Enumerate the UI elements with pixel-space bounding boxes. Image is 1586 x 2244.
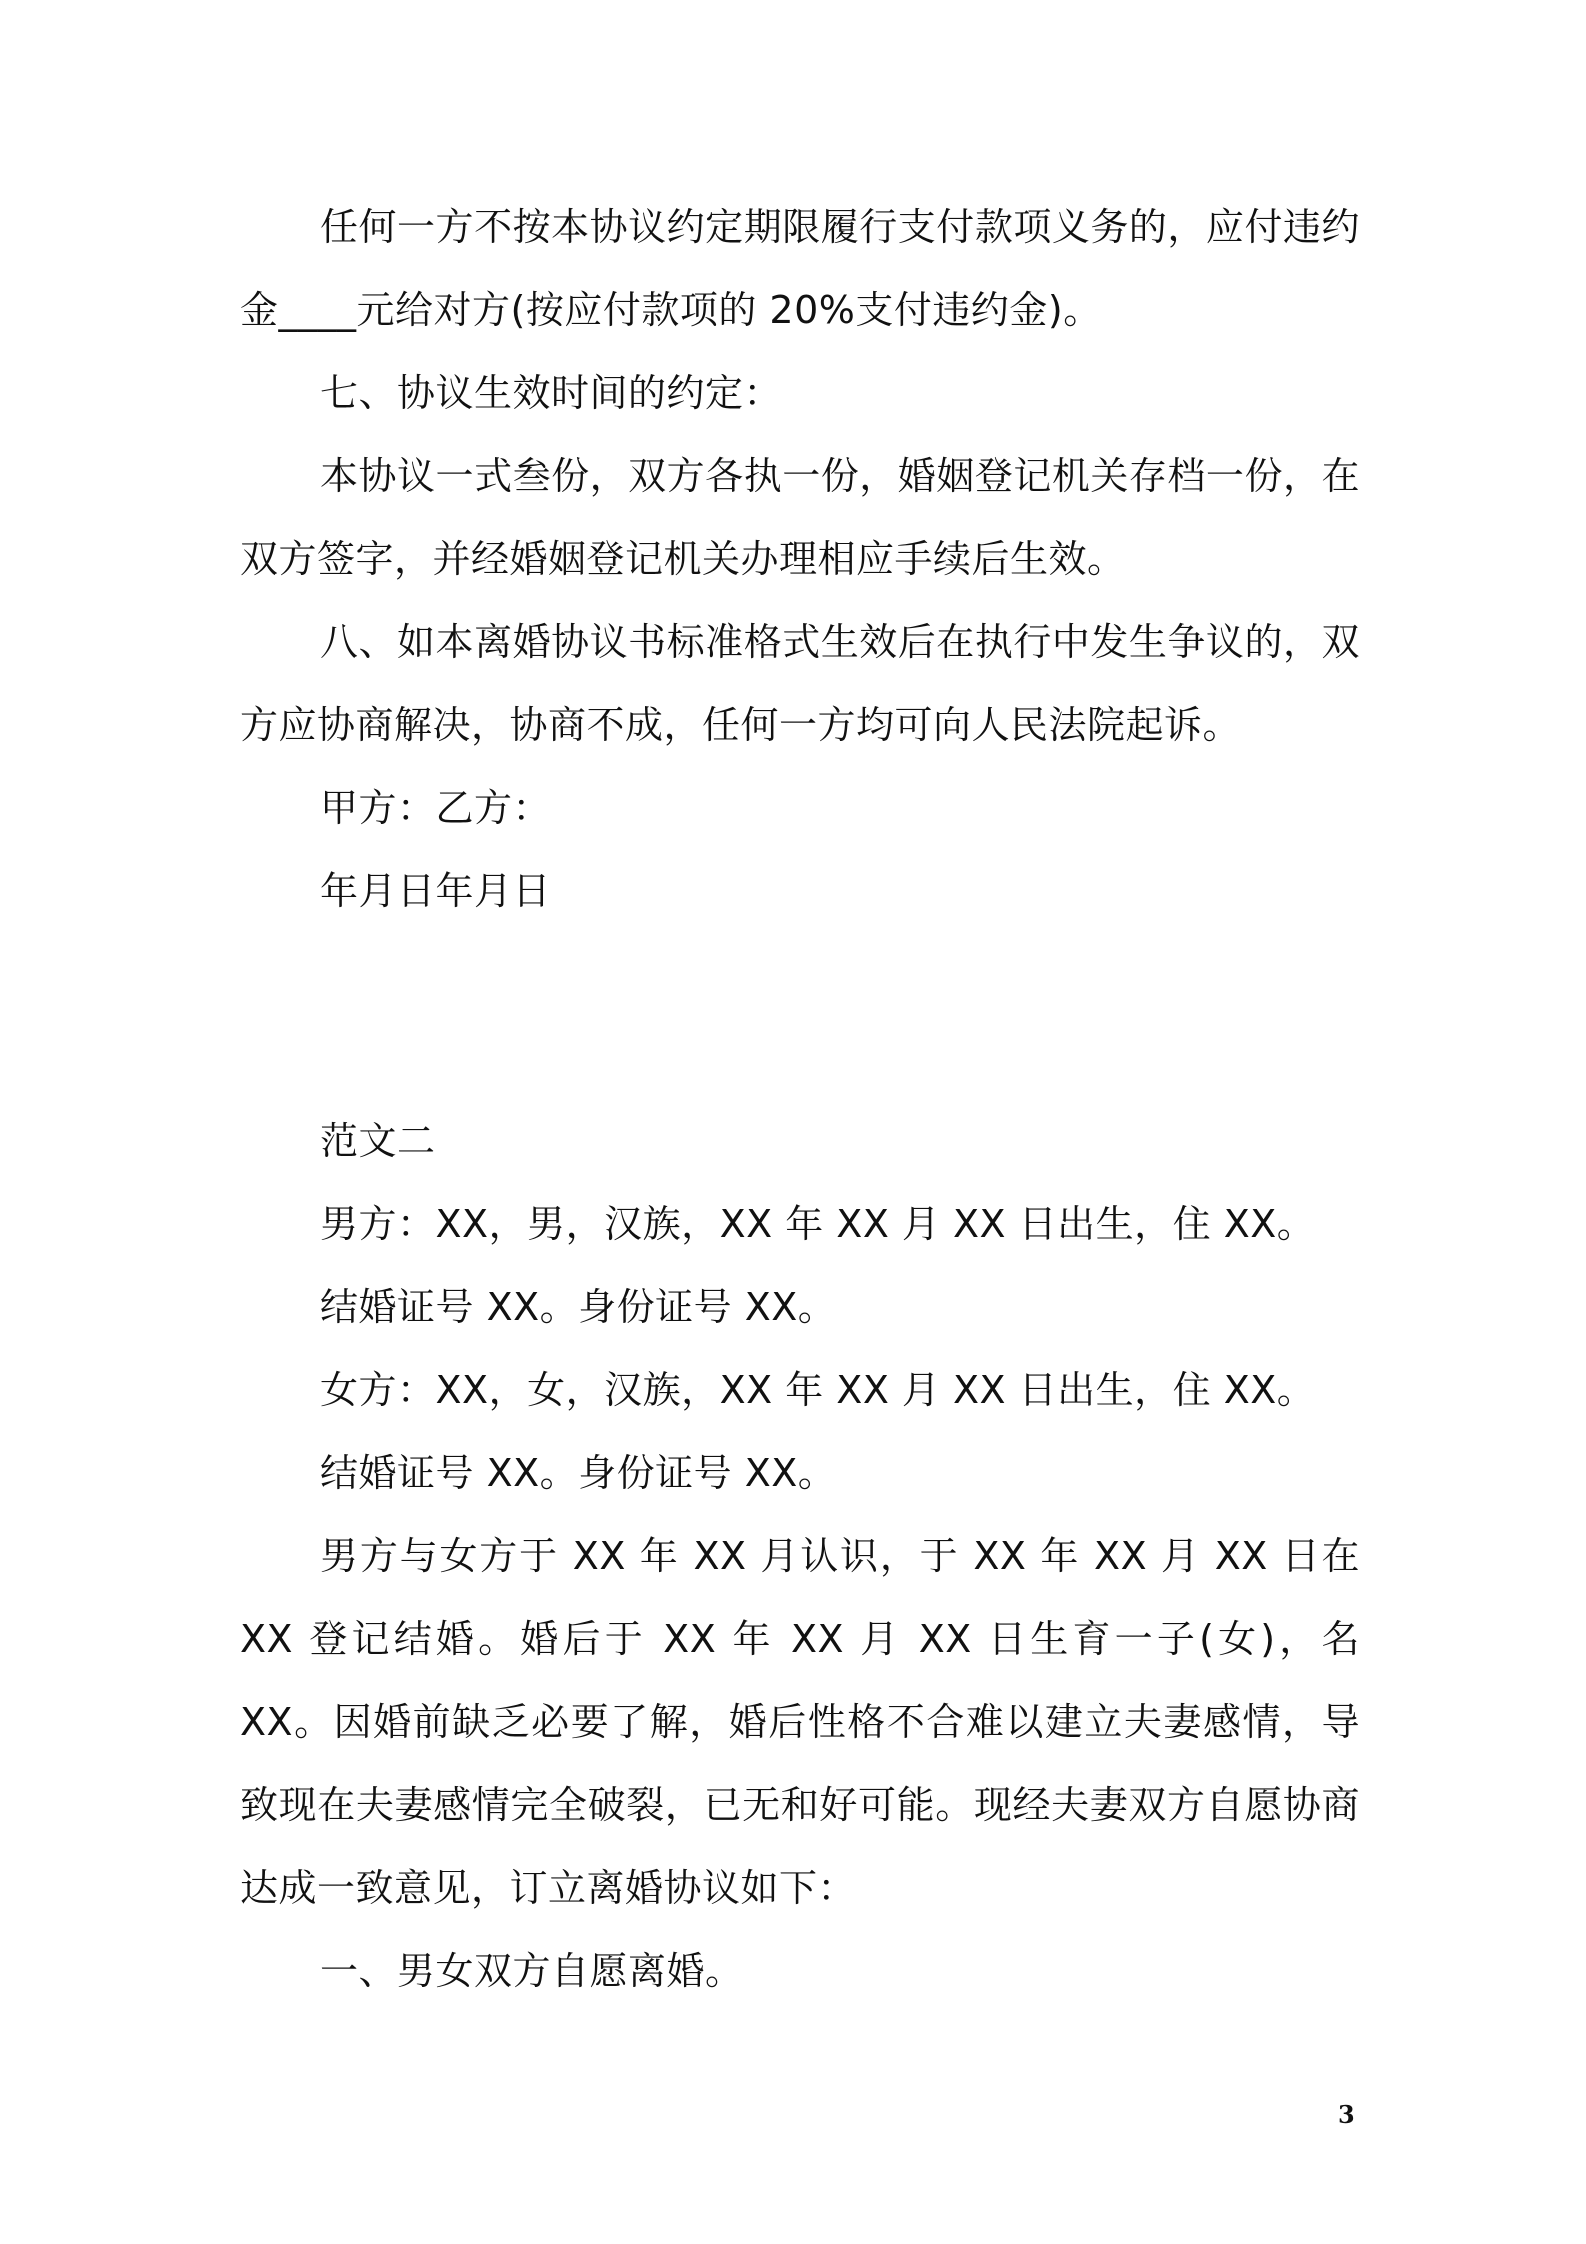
page-number: 3 [1338, 2100, 1355, 2129]
signature-parties-line: 甲方：乙方： [320, 786, 552, 830]
female-party-info: 女方：XX，女，汉族，XX 年 XX 月 XX 日出生，住 XX。 [320, 1368, 1316, 1412]
paragraph-penalty-clause: 任何一方不按本协议约定期限履行支付款项义务的，应付违约金____元给对方(按应付款项的 20%支付违约金)。 [240, 205, 1360, 332]
signature-date-line: 年月日年月日 [320, 869, 552, 913]
paragraph-effective-copies: 本协议一式叁份，双方各执一份，婚姻登记机关存档一份，在双方签字，并经婚姻登记机关办理相应手续后生效。 [240, 454, 1360, 581]
heading-section-seven: 七、协议生效时间的约定： [320, 371, 783, 415]
clause-one-divorce: 一、男女双方自愿离婚。 [320, 1949, 744, 1993]
female-certificate-info: 结婚证号 XX。身份证号 XX。 [320, 1451, 837, 1495]
male-certificate-info: 结婚证号 XX。身份证号 XX。 [320, 1285, 837, 1329]
male-party-info: 男方：XX，男，汉族，XX 年 XX 月 XX 日出生，住 XX。 [320, 1202, 1316, 1246]
paragraph-section-eight: 八、如本离婚协议书标准格式生效后在执行中发生争议的，双方应协商解决，协商不成，任何一方均可向人民法院起诉。 [240, 620, 1360, 747]
sample-two-title: 范文二 [320, 1119, 436, 1163]
paragraph-marriage-background: 男方与女方于 XX 年 XX 月认识，于 XX 年 XX 月 XX 日在 XX 登记结婚。婚后于 XX 年 XX 月 XX 日生育一子(女)，名 XX。因婚前缺乏必要了解，婚后性格不合难以建立夫妻感情，导致现在夫妻感情完全破裂，已无和好可能。现经夫妻双方自愿协商达成一致意见，订立离婚协议如下： [240, 1534, 1360, 1910]
